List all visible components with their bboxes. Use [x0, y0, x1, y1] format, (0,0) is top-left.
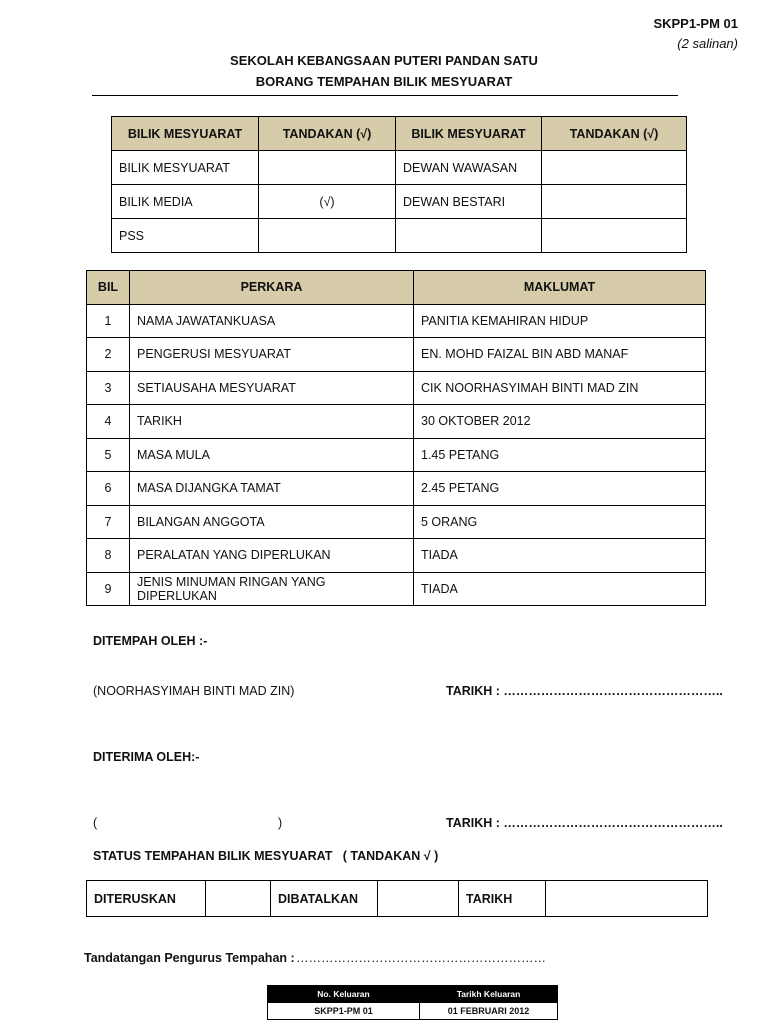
row-number: 9	[87, 572, 130, 606]
received-by-close-paren: )	[278, 816, 283, 830]
column-header: BIL	[87, 271, 130, 305]
table-row	[87, 304, 706, 338]
form-title: BORANG TEMPAHAN BILIK MESYUARAT	[255, 74, 513, 89]
signature-line[interactable]: ……………………………………………………	[296, 951, 546, 965]
room-name-cell: DEWAN BESTARI	[396, 185, 542, 219]
cancelled-checkbox[interactable]	[378, 881, 459, 917]
column-header: No. Keluaran	[268, 986, 420, 1003]
room-selection-table	[111, 116, 687, 253]
school-name: SEKOLAH KEBANGSAAN PUTERI PANDAN SATU	[230, 53, 538, 68]
table-row	[268, 1003, 558, 1020]
column-header: Tarikh Keluaran	[420, 986, 558, 1003]
item-label: MASA MULA	[130, 438, 414, 472]
release-number: SKPP1-PM 01	[268, 1003, 420, 1020]
booked-by-label: DITEMPAH OLEH :-	[93, 634, 208, 648]
row-number: 5	[87, 438, 130, 472]
received-by-name-field[interactable]	[100, 814, 274, 832]
column-header: TANDAKAN (√)	[542, 117, 687, 151]
column-header: MAKLUMAT	[414, 271, 706, 305]
status-date-label: TARIKH	[459, 881, 546, 917]
item-label: MASA DIJANGKA TAMAT	[130, 472, 414, 506]
document-number: SKPP1-PM 01	[653, 16, 738, 31]
checkmark-cell[interactable]	[259, 219, 396, 253]
table-row	[87, 572, 706, 606]
row-number: 8	[87, 539, 130, 573]
item-value[interactable]: 5 ORANG	[414, 505, 706, 539]
received-by-open-paren: (	[93, 816, 98, 830]
row-number: 3	[87, 371, 130, 405]
booked-by-name: (NOORHASYIMAH BINTI MAD ZIN)	[93, 684, 295, 698]
table-header-row	[87, 271, 706, 305]
status-label: STATUS TEMPAHAN BILIK MESYUARAT ( TANDAKAN √ )	[93, 849, 439, 863]
forwarded-checkbox[interactable]	[206, 881, 271, 917]
column-header: BILIK MESYUARAT	[112, 117, 259, 151]
row-number: 2	[87, 338, 130, 372]
room-name-cell: BILIK MESYUARAT	[112, 151, 259, 185]
item-label: SETIAUSAHA MESYUARAT	[130, 371, 414, 405]
checkmark-cell[interactable]	[542, 185, 687, 219]
column-header: PERKARA	[130, 271, 414, 305]
room-name-cell: PSS	[112, 219, 259, 253]
item-label: JENIS MINUMAN RINGAN YANG DIPERLUKAN	[130, 572, 414, 606]
column-header: TANDAKAN (√)	[259, 117, 396, 151]
room-name-cell: BILIK MEDIA	[112, 185, 259, 219]
release-info-table	[267, 985, 558, 1020]
checkmark-cell[interactable]	[542, 151, 687, 185]
row-number: 1	[87, 304, 130, 338]
table-row	[87, 881, 708, 917]
item-value[interactable]: 1.45 PETANG	[414, 438, 706, 472]
checkmark-cell[interactable]: (√)	[259, 185, 396, 219]
forwarded-label: DITERUSKAN	[87, 881, 206, 917]
table-row	[112, 185, 687, 219]
item-label: PERALATAN YANG DIPERLUKAN	[130, 539, 414, 573]
copies-note: (2 salinan)	[677, 36, 738, 51]
title-divider	[92, 95, 678, 96]
status-table	[86, 880, 708, 917]
item-label: PENGERUSI MESYUARAT	[130, 338, 414, 372]
table-row	[87, 338, 706, 372]
checkmark-cell[interactable]	[259, 151, 396, 185]
cancelled-label: DIBATALKAN	[271, 881, 378, 917]
release-date: 01 FEBRUARI 2012	[420, 1003, 558, 1020]
table-row	[87, 371, 706, 405]
table-row	[112, 151, 687, 185]
table-row	[112, 219, 687, 253]
table-row	[87, 438, 706, 472]
row-number: 6	[87, 472, 130, 506]
item-label: NAMA JAWATANKUASA	[130, 304, 414, 338]
received-by-label: DITERIMA OLEH:-	[93, 750, 200, 764]
item-label: TARIKH	[130, 405, 414, 439]
booked-date-line[interactable]: TARIKH : ……………………………………………..	[446, 684, 723, 698]
item-value[interactable]: TIADA	[414, 572, 706, 606]
received-date-line[interactable]: TARIKH : ……………………………………………..	[446, 816, 723, 830]
row-number: 4	[87, 405, 130, 439]
signature-label: Tandatangan Pengurus Tempahan :	[84, 951, 295, 965]
table-row	[87, 505, 706, 539]
item-value[interactable]: PANITIA KEMAHIRAN HIDUP	[414, 304, 706, 338]
item-value[interactable]: 2.45 PETANG	[414, 472, 706, 506]
item-value[interactable]: TIADA	[414, 539, 706, 573]
column-header: BILIK MESYUARAT	[396, 117, 542, 151]
room-name-cell	[396, 219, 542, 253]
status-date-field[interactable]	[546, 881, 708, 917]
meeting-details-table	[86, 270, 706, 606]
table-row	[87, 472, 706, 506]
table-row	[87, 539, 706, 573]
item-value[interactable]: EN. MOHD FAIZAL BIN ABD MANAF	[414, 338, 706, 372]
checkmark-cell[interactable]	[542, 219, 687, 253]
row-number: 7	[87, 505, 130, 539]
table-header-row	[112, 117, 687, 151]
table-header-row	[268, 986, 558, 1003]
room-name-cell: DEWAN WAWASAN	[396, 151, 542, 185]
item-value[interactable]: 30 OKTOBER 2012	[414, 405, 706, 439]
table-row	[87, 405, 706, 439]
item-value[interactable]: CIK NOORHASYIMAH BINTI MAD ZIN	[414, 371, 706, 405]
item-label: BILANGAN ANGGOTA	[130, 505, 414, 539]
